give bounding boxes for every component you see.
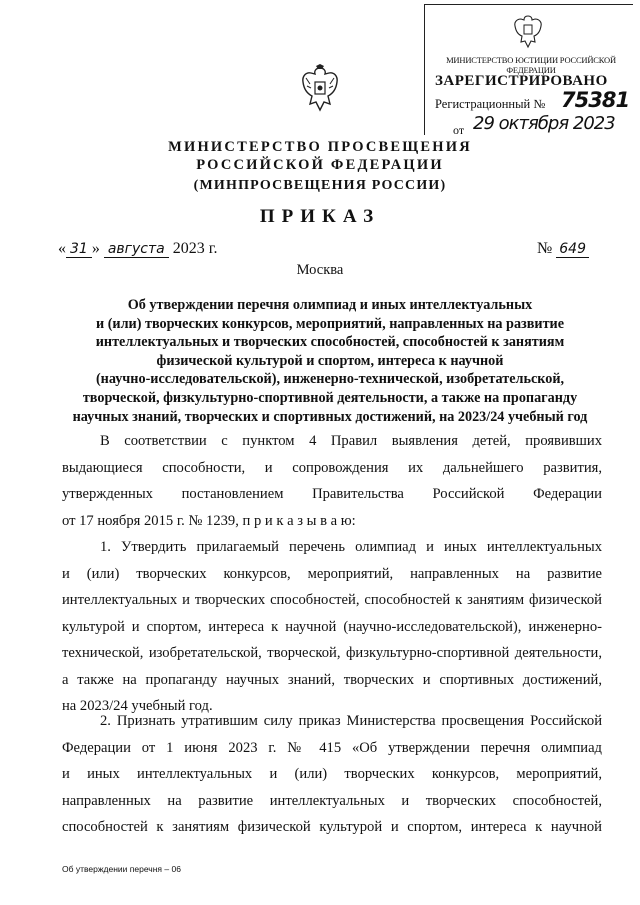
- stamp-date-value: 29 октября 2023: [473, 113, 615, 134]
- ministry-short-name: (МИНПРОСВЕЩЕНИЯ РОССИИ): [193, 178, 447, 193]
- body-line: технической, изобретательской, творческой, физкультурно-спортивной деятельности,: [62, 645, 602, 661]
- order-number: [537, 240, 589, 258]
- order-title: [50, 296, 610, 426]
- body-line: Федерации от 1 июня 2023 г. № 415 «Об утверждении перечня олимпиад: [62, 739, 602, 756]
- order-number-prefix: №: [537, 240, 553, 257]
- body-line: утвержденных постановлением Правительства Российской Федерации: [62, 486, 602, 502]
- body-line: и иных интеллектуальных и (или) творческих конкурсов, мероприятий,: [62, 766, 602, 782]
- stamp-emblem-icon: [511, 13, 545, 49]
- title-line: (научно-исследовательской), инженерно-технической, изобретательской,: [95, 371, 565, 388]
- order-date: « 31 » августа 2023 г.: [58, 240, 218, 257]
- order-number-value: 649: [556, 241, 589, 258]
- order-month: августа: [104, 241, 169, 258]
- ministry-name-line1: МИНИСТЕРСТВО ПРОСВЕЩЕНИЯ: [168, 139, 472, 155]
- order-year: 2023 г.: [172, 240, 218, 257]
- coat-of-arms-emblem: [298, 64, 342, 116]
- body-line: направленных на развитие интеллектуальных и творческих способностей,: [62, 792, 602, 809]
- registration-stamp: [424, 4, 633, 135]
- body-line: культурой и спортом, интереса к научной (научно-исследовательской), инженерно-: [62, 618, 602, 635]
- order-day: 31: [66, 241, 92, 258]
- ministry-name-line2: РОССИЙСКОЙ ФЕДЕРАЦИИ: [196, 157, 444, 173]
- body-line: от 17 ноября 2015 г. № 1239, п р и к а з ы в а ю:: [62, 512, 356, 529]
- stamp-regno-label: Регистрационный №: [435, 97, 546, 111]
- stamp-regno-value: 75381: [561, 88, 630, 112]
- title-line: Об утверждении перечня олимпиад и иных интеллектуальных: [127, 297, 533, 313]
- document-type-title: ПРИКАЗ: [259, 206, 381, 227]
- body-line: и (или) творческих конкурсов, мероприятий, направленных на развитие: [62, 565, 602, 582]
- title-line: творческой, физкультурно-спортивной деятельности, а также на пропаганду: [82, 389, 578, 406]
- preamble-paragraph: [62, 428, 602, 534]
- stamp-registered: ЗАРЕГИСТРИРОВАНО: [435, 73, 608, 89]
- page-footer: Об утверждении перечня – 06: [62, 864, 181, 874]
- body-line: способностей к занятиям физической культурой и спортом, интереса к научной: [62, 819, 602, 835]
- title-line: и (или) творческих конкурсов, мероприятий, направленных на развитие: [95, 315, 565, 332]
- stamp-ministry: МИНИСТЕРСТВО ЮСТИЦИИ РОССИЙСКОЙ ФЕДЕРАЦИИ: [446, 55, 616, 75]
- stamp-date-label: от: [453, 123, 465, 137]
- title-line: интеллектуальных и творческих способностей, способностей к занятиям: [95, 334, 565, 351]
- body-line: 2. Признать утратившим силу приказ Министерства просвещения Российской: [100, 713, 602, 729]
- body-line: а также на пропаганду научных знаний, творческих и спортивных достижений,: [62, 671, 602, 688]
- title-line: научных знаний, творческих и спортивных достижений, на 2023/24 учебный год: [72, 408, 588, 425]
- body-line: выдающиеся способности, и сопровождения их дальнейшего развития,: [62, 459, 602, 476]
- body-line: на 2023/24 учебный год.: [62, 698, 213, 714]
- body-line: интеллектуальных и творческих способностей, способностей к занятиям физической: [62, 592, 602, 608]
- order-city: Москва: [296, 262, 344, 278]
- body-line: В соответствии с пунктом 4 Правил выявления детей, проявивших: [100, 433, 602, 449]
- item-1-paragraph: [62, 534, 602, 720]
- body-line: 1. Утвердить прилагаемый перечень олимпиад и иных интеллектуальных: [100, 539, 602, 555]
- item-2-paragraph: [62, 708, 602, 841]
- title-line: физической культурой и спортом, интереса к научной: [156, 352, 504, 369]
